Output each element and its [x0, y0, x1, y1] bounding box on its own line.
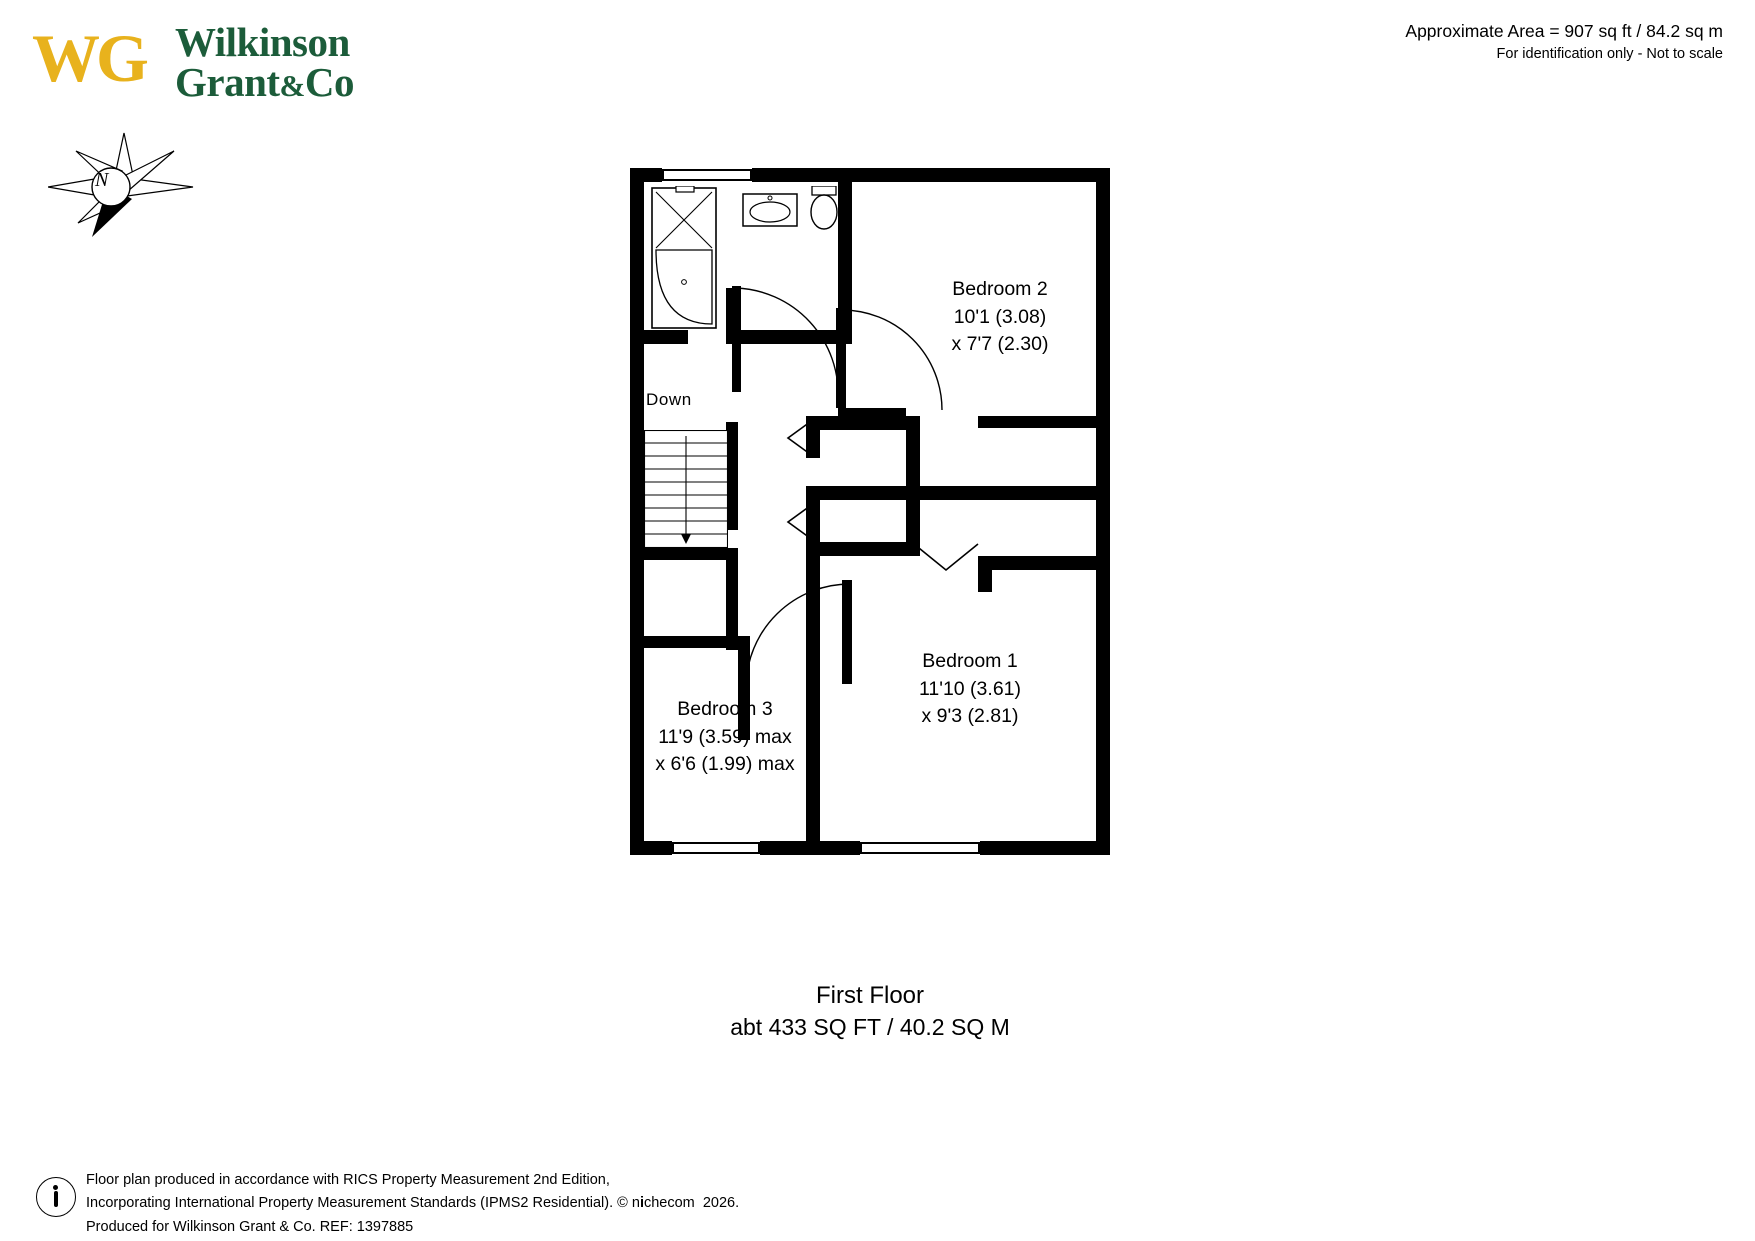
door-bathroom	[732, 286, 842, 404]
wall-bedroom1-top-right	[978, 486, 1096, 500]
information-icon-head	[53, 1185, 58, 1190]
window-bedroom1-bottom	[860, 842, 980, 854]
footer-line-3: Produced for Wilkinson Grant & Co. REF: 1397885	[86, 1218, 414, 1235]
approximate-area-text: Approximate Area = 907 sq ft / 84.2 sq m	[1405, 21, 1723, 41]
window-bathroom-top	[662, 169, 752, 181]
wall-landing-lower-left	[644, 548, 738, 560]
basin-fixture-icon	[742, 186, 798, 230]
wall-bedroom2-bottom-right	[978, 416, 1096, 428]
wall-left-mid	[630, 373, 644, 563]
wall-central-vert-right	[906, 416, 920, 556]
wall-top-right	[888, 168, 1110, 182]
logo-wordmark	[175, 19, 354, 106]
floor-plan-drawing	[630, 168, 1110, 958]
wall-central-mid	[806, 486, 978, 500]
wall-right-mid	[1096, 428, 1110, 578]
wall-right-lower	[1096, 578, 1110, 855]
footer-line-2-wrap	[86, 1192, 739, 1215]
logo-monogram: WG	[32, 20, 145, 96]
vendor-name-post: checom	[643, 1195, 695, 1212]
bath-fixture-icon	[650, 186, 738, 330]
stairs-down-label: Down	[646, 390, 692, 409]
vendor-name-bold: i	[639, 1195, 644, 1212]
room-name-bedroom-2: Bedroom 2	[952, 278, 1048, 300]
footer-text	[86, 1169, 739, 1239]
room-dim2-bedroom-2: x 7'7 (2.30)	[951, 333, 1049, 356]
compass-north-label: N	[95, 169, 109, 191]
floor-title: First Floor	[816, 982, 924, 1009]
floor-caption	[630, 980, 1110, 1043]
wall-bottom-left	[630, 841, 672, 855]
room-dim1-bedroom-2: 10'1 (3.08)	[953, 305, 1047, 328]
information-icon-body	[54, 1191, 58, 1207]
staircase-icon	[644, 430, 728, 548]
wc-fixture-icon	[806, 186, 846, 240]
room-name-bedroom-1: Bedroom 1	[922, 650, 1018, 672]
room-label-bedroom-2	[880, 276, 1120, 359]
compass-icon	[48, 125, 198, 245]
wall-bedroom1-top-step	[978, 556, 1096, 570]
logo-line-1: Wilkinson	[175, 19, 350, 65]
door-bedroom-1	[912, 542, 982, 574]
footer-line-2: Incorporating International Property Measurement Standards (IPMS2 Residential).	[86, 1195, 614, 1212]
wall-top-mid	[752, 168, 888, 182]
room-label-bedroom-1	[850, 648, 1090, 731]
room-dim2-bedroom-3: x 6'6 (1.99) max	[655, 753, 795, 776]
window-bedroom3-bottom	[672, 842, 760, 854]
compass-rose	[48, 125, 198, 245]
wall-left-upper	[630, 168, 644, 373]
footer-line-1: Floor plan produced in accordance with RICS Property Measurement 2nd Edition,	[86, 1172, 610, 1188]
copyright-symbol: ©	[617, 1195, 628, 1212]
door-cupboard-upper	[784, 420, 814, 460]
room-dim1-bedroom-1: 11'10 (3.61)	[918, 677, 1021, 700]
floor-area: abt 433 SQ FT / 40.2 SQ M	[730, 1014, 1010, 1041]
vendor-credit	[617, 1195, 739, 1211]
room-label-bedroom-3	[605, 696, 845, 779]
logo-line-2-suffix: Co	[304, 59, 354, 106]
wall-central-top	[806, 416, 920, 430]
wall-bottom-right	[980, 841, 1110, 855]
wall-central-bottom	[806, 542, 920, 556]
wall-stub-bed3-top	[644, 636, 750, 648]
information-icon	[36, 1177, 76, 1217]
wall-bathroom-bottom-left	[644, 330, 688, 344]
logo-line-2-text: Grant	[175, 59, 280, 106]
logo-ampersand: &	[279, 68, 305, 104]
logo-line-2	[175, 59, 354, 106]
door-bedroom-3	[742, 580, 858, 692]
door-cupboard-lower	[784, 504, 814, 544]
approximate-area-note	[1405, 18, 1723, 66]
room-name-bedroom-3: Bedroom 3	[677, 698, 773, 720]
vendor-name-pre: n	[631, 1195, 640, 1212]
room-dim2-bedroom-1: x 9'3 (2.81)	[921, 705, 1019, 728]
room-dim1-bedroom-3: 11'9 (3.59) max	[658, 725, 792, 748]
identification-disclaimer: For identification only - Not to scale	[1496, 46, 1723, 63]
brand-logo	[32, 18, 432, 108]
vendor-year: 2026.	[702, 1195, 740, 1212]
